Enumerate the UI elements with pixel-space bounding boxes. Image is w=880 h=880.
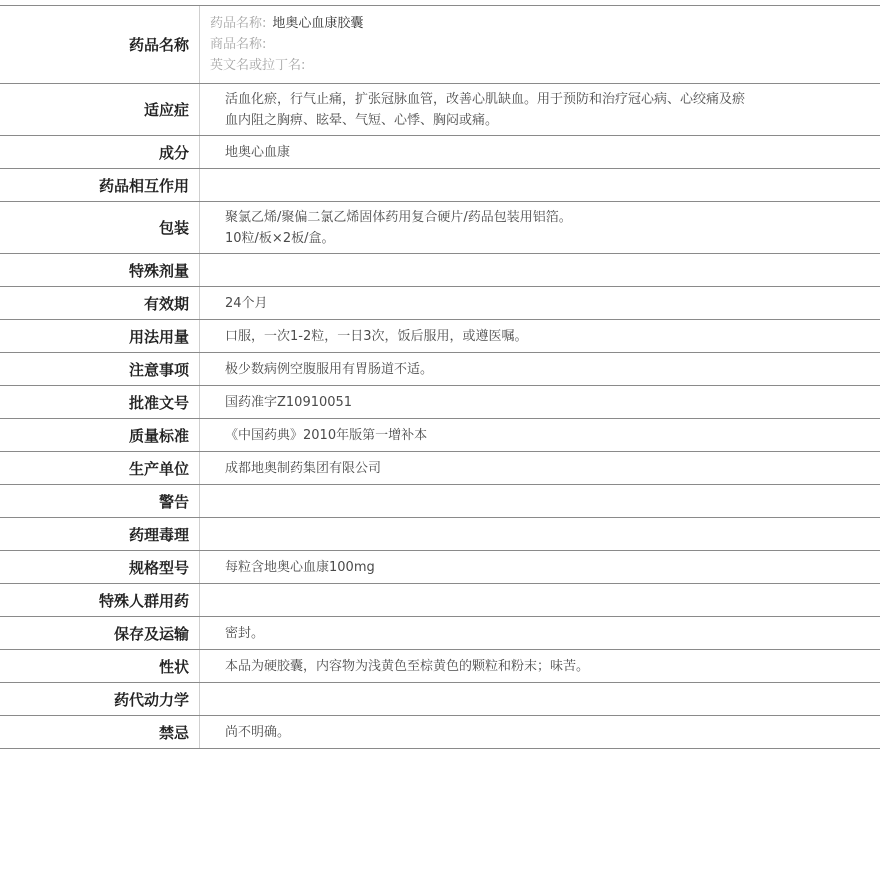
row-value <box>200 202 880 253</box>
row-value <box>200 617 880 649</box>
row-label: 特殊剂量 <box>0 254 200 286</box>
row-label: 药品相互作用 <box>0 169 200 201</box>
row-value <box>200 452 880 484</box>
row-value <box>200 169 880 201</box>
value-line: 聚氯乙烯/聚偏二氯乙烯固体药用复合硬片/药品包装用铝箔。 <box>225 209 572 225</box>
value-line: 血内阻之胸痹、眩晕、气短、心悸、胸闷或痛。 <box>225 112 499 128</box>
row-value <box>200 419 880 451</box>
table-row <box>0 169 880 202</box>
value-line: 本品为硬胶囊，内容物为浅黄色至棕黄色的颗粒和粉末；味苦。 <box>225 658 590 674</box>
trade-name-line <box>210 34 880 55</box>
row-label: 成分 <box>0 136 200 168</box>
table-row <box>0 683 880 716</box>
row-value <box>200 485 880 517</box>
row-label: 包装 <box>0 202 200 253</box>
row-value <box>200 716 880 748</box>
row-label: 质量标准 <box>0 419 200 451</box>
value-line: 每粒含地奥心血康100mg <box>225 559 375 575</box>
row-value <box>200 136 880 168</box>
generic-name-line <box>210 13 880 34</box>
table-row <box>0 716 880 749</box>
row-value <box>200 683 880 715</box>
row-label: 禁忌 <box>0 716 200 748</box>
drug-spec-table <box>0 5 880 749</box>
row-label: 药理毒理 <box>0 518 200 550</box>
value-line: 《中国药典》2010年版第一增补本 <box>225 427 428 443</box>
table-row <box>0 419 880 452</box>
table-row <box>0 386 880 419</box>
table-row <box>0 254 880 287</box>
table-row <box>0 650 880 683</box>
table-row-drug-name <box>0 6 880 84</box>
row-label: 特殊人群用药 <box>0 584 200 616</box>
table-row <box>0 584 880 617</box>
row-label: 有效期 <box>0 287 200 319</box>
table-row <box>0 136 880 169</box>
drug-name-block <box>200 6 880 83</box>
table-row <box>0 353 880 386</box>
table-row <box>0 84 880 136</box>
value-line: 10粒/板×2板/盒。 <box>225 230 335 246</box>
row-value <box>200 584 880 616</box>
row-label: 适应症 <box>0 84 200 135</box>
row-label: 警告 <box>0 485 200 517</box>
row-value <box>200 353 880 385</box>
value-line: 尚不明确。 <box>225 724 291 740</box>
row-label: 注意事项 <box>0 353 200 385</box>
row-label: 药品名称 <box>0 6 200 83</box>
table-row <box>0 320 880 353</box>
row-label: 批准文号 <box>0 386 200 418</box>
row-value <box>200 254 880 286</box>
row-label: 用法用量 <box>0 320 200 352</box>
generic-name-value: 地奥心血康胶囊 <box>272 16 364 31</box>
english-name-line <box>210 55 880 76</box>
table-row <box>0 617 880 650</box>
row-value <box>200 650 880 682</box>
value-line: 口服，一次1-2粒，一日3次，饭后服用，或遵医嘱。 <box>225 328 528 344</box>
value-line: 密封。 <box>225 625 265 641</box>
row-value <box>200 320 880 352</box>
english-name-key: 英文名或拉丁名: <box>210 58 306 73</box>
row-label: 保存及运输 <box>0 617 200 649</box>
table-row <box>0 485 880 518</box>
value-line: 24个月 <box>225 295 268 311</box>
table-row <box>0 551 880 584</box>
value-line: 活血化瘀，行气止痛，扩张冠脉血管，改善心肌缺血。用于预防和治疗冠心病、心绞痛及瘀 <box>225 91 746 107</box>
trade-name-key: 商品名称: <box>210 37 267 52</box>
value-line: 国药准字Z10910051 <box>225 394 353 410</box>
row-label: 性状 <box>0 650 200 682</box>
row-value <box>200 518 880 550</box>
table-row <box>0 287 880 320</box>
row-value <box>200 287 880 319</box>
row-value <box>200 84 880 135</box>
row-label: 药代动力学 <box>0 683 200 715</box>
value-line: 极少数病例空腹服用有胃肠道不适。 <box>225 361 434 377</box>
value-line: 地奥心血康 <box>225 144 291 160</box>
spec-rows <box>0 84 880 749</box>
table-row <box>0 518 880 551</box>
table-row <box>0 452 880 485</box>
row-label: 规格型号 <box>0 551 200 583</box>
row-label: 生产单位 <box>0 452 200 484</box>
generic-name-key: 药品名称: <box>210 16 267 31</box>
value-line: 成都地奥制药集团有限公司 <box>225 460 382 476</box>
row-value <box>200 386 880 418</box>
row-value <box>200 551 880 583</box>
table-row <box>0 202 880 254</box>
